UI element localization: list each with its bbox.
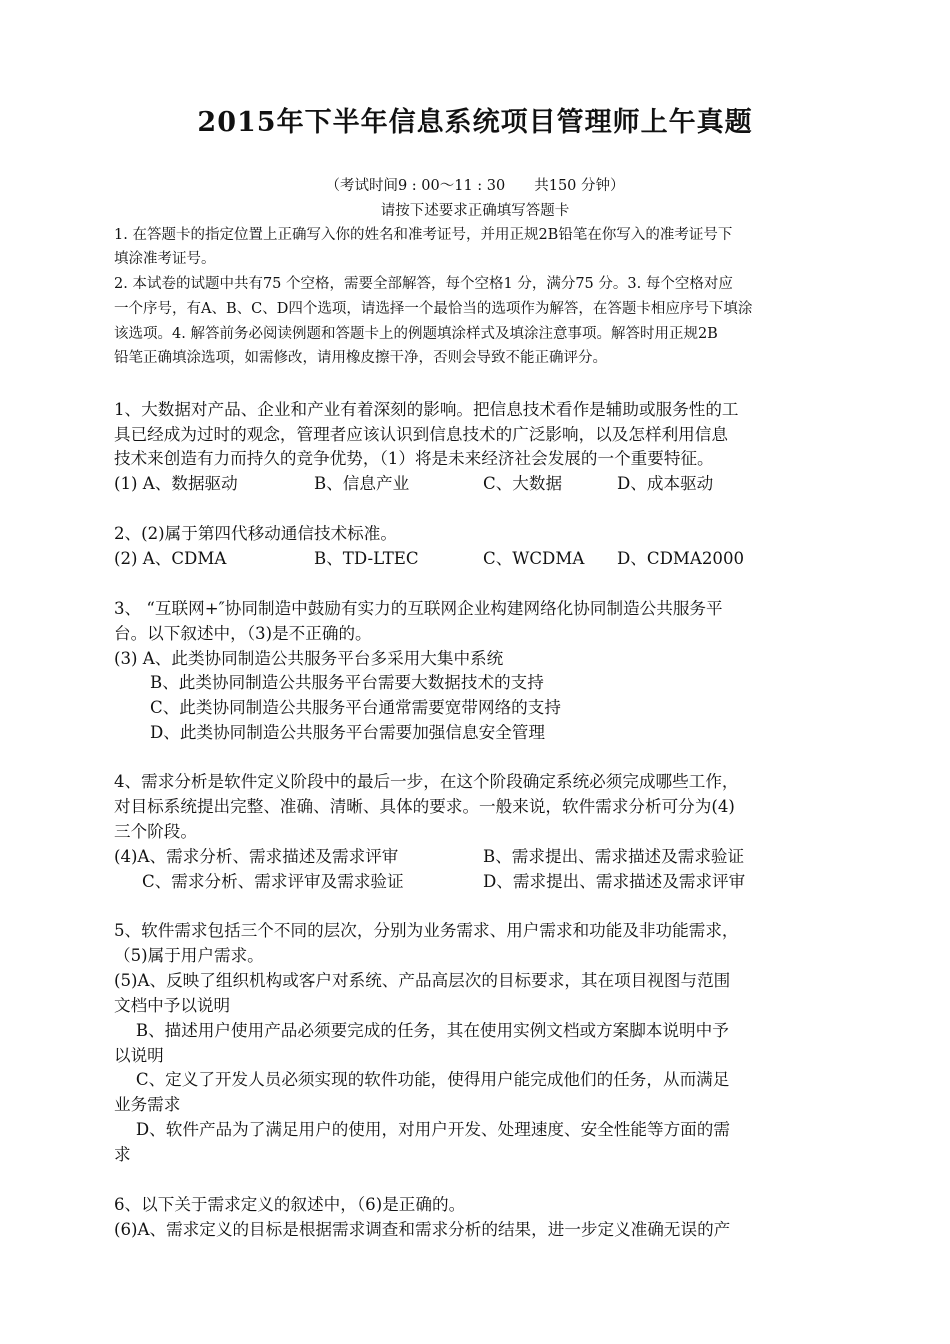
- question-2-option-d: D、CDMA2000: [617, 549, 745, 568]
- question-1-option-d: D、成本驱动: [617, 474, 714, 493]
- question-5-text: 5、软件需求包括三个不同的层次，分别为业务需求、用户需求和功能及非功能需求，: [114, 921, 739, 940]
- question-2-option-a: (2) A、CDMA: [114, 549, 227, 568]
- question-5-option-line: D、软件产品为了满足用户的使用，对用户开发、处理速度、安全性能等方面的需: [114, 1120, 730, 1139]
- question-5-text: （5)属于用户需求。: [114, 946, 264, 965]
- question-1-option-c: C、大数据: [483, 474, 563, 493]
- question-1-option-b: B、信息产业: [314, 474, 410, 493]
- question-2-option-c: C、WCDMA: [483, 549, 585, 568]
- question-2-text: 2、(2)属于第四代移动通信技术标准。: [114, 524, 397, 543]
- question-4-text: 对目标系统提出完整、准确、清晰、具体的要求。一般来说，软件需求分析可分为(4): [114, 797, 735, 816]
- question-5-option-line: 业务需求: [114, 1095, 181, 1114]
- question-5-option-line: B、描述用户使用产品必须要完成的任务，其在使用实例文档或方案脚本说明中予: [114, 1021, 729, 1040]
- question-4-option-b: B、需求提出、需求描述及需求验证: [483, 847, 745, 866]
- exam-time: （考试时间9 : 00～11 : 30 共150 分钟）: [325, 178, 625, 194]
- question-6-text: 6、以下关于需求定义的叙述中，（6)是正确的。: [114, 1195, 466, 1214]
- question-3-option-c: C、此类协同制造公共服务平台通常需要宽带网络的支持: [150, 698, 561, 717]
- instruction-line: 1. 在答题卡的指定位置上正确写入你的姓名和准考证号，并用正规2B铅笔在你写入的准考证号下: [114, 227, 733, 243]
- page-title: 2015年下半年信息系统项目管理师上午真题: [197, 107, 753, 138]
- question-1-option-a: (1) A、数据驱动: [114, 474, 238, 493]
- question-1-text: 具已经成为过时的观念，管理者应该认识到信息技术的广泛影响，以及怎样利用信息: [114, 425, 728, 444]
- question-5-option-line: 求: [114, 1145, 131, 1164]
- question-3-option-d: D、此类协同制造公共服务平台需要加强信息安全管理: [150, 723, 545, 742]
- question-3-option-a: (3) A、此类协同制造公共服务平台多采用大集中系统: [114, 649, 504, 668]
- question-4-option-a: (4)A、需求分析、需求描述及需求评审: [114, 847, 399, 866]
- question-1-text: 技术来创造有力而持久的竞争优势，（1）将是未来经济社会发展的一个重要特征。: [114, 449, 714, 468]
- question-6-option-a: (6)A、需求定义的目标是根据需求调查和需求分析的结果，进一步定义准确无误的产: [114, 1220, 731, 1239]
- instruction-line: 填涂准考证号。: [114, 251, 216, 267]
- question-4-option-c: C、需求分析、需求评审及需求验证: [142, 872, 404, 891]
- question-5-option-line: 文档中予以说明: [114, 996, 231, 1015]
- question-4-text: 三个阶段。: [114, 822, 197, 841]
- question-2-option-b: B、TD-LTEC: [314, 549, 419, 568]
- instruction-line: 2. 本试卷的试题中共有75 个空格，需要全部解答，每个空格1 分，满分75 分。3. 每个空格对应: [114, 276, 733, 292]
- instruction-heading: 请按下述要求正确填写答题卡: [380, 203, 570, 219]
- instruction-line: 该选项。4. 解答前务必阅读例题和答题卡上的例题填涂样式及填涂注意事项。解答时用正规2B: [114, 326, 718, 342]
- instruction-line: 一个序号，有A、B、C、D四个选项，请选择一个最恰当的选项作为解答，在答题卡相应序号下填涂: [114, 301, 753, 317]
- question-5-option-line: (5)A、反映了组织机构或客户对系统、产品高层次的目标要求，其在项目视图与范围: [114, 971, 731, 990]
- question-1-text: 1、大数据对产品、企业和产业有着深刻的影响。把信息技术看作是辅助或服务性的工: [114, 400, 739, 419]
- question-4-option-d: D、需求提出、需求描述及需求评审: [483, 872, 746, 891]
- question-4-text: 4、需求分析是软件定义阶段中的最后一步，在这个阶段确定系统必须完成哪些工作，: [114, 772, 739, 791]
- question-5-option-line: 以说明: [114, 1046, 164, 1065]
- question-3-text: 台。以下叙述中，（3)是不正确的。: [114, 624, 372, 643]
- question-3-text: 3、 “互联网+″协同制造中鼓励有实力的互联网企业构建网络化协同制造公共服务平: [114, 599, 723, 618]
- question-3-option-b: B、此类协同制造公共服务平台需要大数据技术的支持: [150, 673, 544, 692]
- instruction-line: 铅笔正确填涂选项，如需修改，请用橡皮擦干净，否则会导致不能正确评分。: [114, 350, 607, 366]
- question-5-option-line: C、定义了开发人员必须实现的软件功能，使得用户能完成他们的任务，从而满足: [114, 1070, 730, 1089]
